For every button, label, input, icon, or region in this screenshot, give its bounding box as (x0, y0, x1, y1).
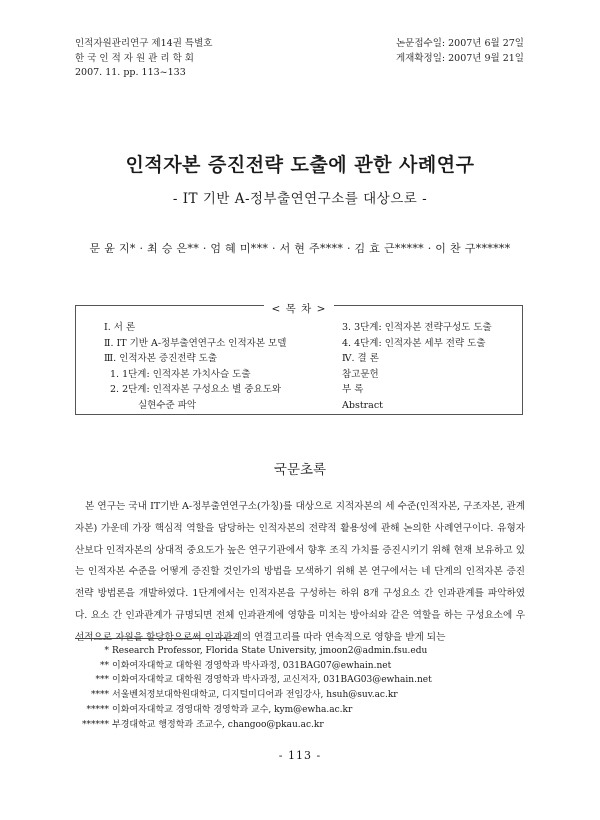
toc-item: 참고문헌 (342, 368, 379, 380)
footnote-divider (75, 638, 239, 639)
footnote-text: 이화여자대학교 경영대학 경영학과 교수, kym@ewha.ac.kr (112, 704, 353, 715)
footnote-mark: * (104, 646, 109, 656)
footnote-mark: ** (100, 660, 109, 671)
paper-subtitle: - IT 기반 A-정부출연연구소를 대상으로 - (172, 191, 428, 207)
footnote-mark: ***** (86, 704, 109, 715)
page-number: - 113 - (278, 749, 322, 762)
toc-left-column (104, 320, 286, 414)
toc-item: Ⅳ. 결 론 (342, 353, 379, 365)
footnote-text: 부경대학교 행정학과 조교수, changoo@pkau.ac.kr (112, 719, 324, 730)
footnote-text: 서울벤처정보대학원대학교, 디지털미디어과 전임강사, hsuh@suv.ac.kr (112, 690, 398, 701)
author-list: 문 윤 지* · 최 승 은** · 엄 혜 미*** · 서 현 주**** · 김 효 근***** · 이 찬 구****** (89, 242, 511, 255)
footnote-text: Research Professor, Florida State University, jmoon2@admin.fsu.edu (112, 646, 428, 656)
toc-item: 부 록 (342, 384, 364, 396)
issue-pages: 2007. 11. pp. 113~133 (75, 67, 186, 78)
abstract-body (75, 496, 525, 649)
paper-title: 인적자본 증진전략 도출에 관한 사례연구 (125, 154, 475, 176)
toc-item: Ⅰ. 서 론 (104, 322, 136, 333)
abstract-heading: 국문초록 (273, 462, 327, 478)
toc-right-column (342, 320, 492, 414)
toc-item: 4. 4단계: 인적자본 세부 전략 도출 (342, 337, 486, 349)
journal-info (75, 37, 212, 81)
abstract-paragraph: 본 연구는 국내 IT기반 A-정부출연연구소(가칭)를 대상으로 지적자본의 세 수준(인적자본, 구조자본, 관계자본) 가운데 가장 핵심적 역할을 담당하는 인적자본의 전략적 활용성에 관해 논의한 사례연구이다. 유형자산보다 인적자본의 상대적 중요도가 높은 연구기관에서 향후 조직 가치를 증진시키기 위해 현재 보유하고 있는 인적자본 수준을 어떻게 증진할 것인가의 방법을 모색하기 위해 본 연구에서는 네 단계의 인적자본 증진전략 방법론을 개발하였다. 1단계에서는 인적자본을 구성하는 하위 8개 구성요소 간 인과관계를 파악하였다. 요소 간 인과관계가 규명되면 전체 인과관계에 영향을 미치는 방아쇠와 같은 역할을 하는 구성요소에 우선적으로 자원을 할당함으로써 인과관계의 연결고리를 따라 연속적으로 영향을 받게 되는 (75, 501, 525, 643)
footnote-text: 이화여자대학교 대학원 경영학과 박사과정, 교신저자, 031BAG03@ewhain.net (112, 675, 432, 686)
toc-item: 2. 2단계: 인적자본 구성요소 별 중요도와 (110, 384, 282, 396)
received-date: 논문접수일: 2007년 6월 27일 (396, 38, 524, 49)
footnote (75, 659, 432, 674)
footnote-mark: **** (91, 690, 109, 701)
society-name: 한 국 인 적 자 원 관 리 학 회 (75, 52, 194, 64)
footnote (75, 688, 432, 703)
journal-name: 인적자원관리연구 제14권 특별호 (75, 38, 213, 49)
table-of-contents (75, 305, 523, 415)
footnotes (75, 644, 432, 732)
footnote-text: 이화여자대학교 대학원 경영학과 박사과정, 031BAG07@ewhain.net (112, 660, 392, 671)
footnote-mark: ****** (82, 719, 109, 730)
footnote (75, 673, 432, 688)
toc-item: Ⅱ. IT 기반 A-정부출연연구소 인적자본 모델 (104, 337, 287, 349)
toc-item: 3. 3단계: 인적자본 전략구성도 도출 (342, 322, 492, 333)
toc-item: Abstract (342, 399, 383, 411)
footnote (75, 703, 432, 718)
accepted-date: 게재확정일: 2007년 9월 21일 (396, 52, 524, 64)
toc-heading: < 목 차 > (264, 303, 335, 315)
submission-dates (396, 37, 524, 66)
toc-item: 실현수준 파악 (138, 399, 197, 411)
toc-item: Ⅲ. 인적자본 증진전략 도출 (104, 353, 218, 365)
footnote (75, 718, 432, 733)
footnote (75, 644, 432, 659)
toc-item: 1. 1단계: 인적자본 가치사슬 도출 (110, 368, 251, 380)
footnote-mark: *** (95, 675, 109, 686)
